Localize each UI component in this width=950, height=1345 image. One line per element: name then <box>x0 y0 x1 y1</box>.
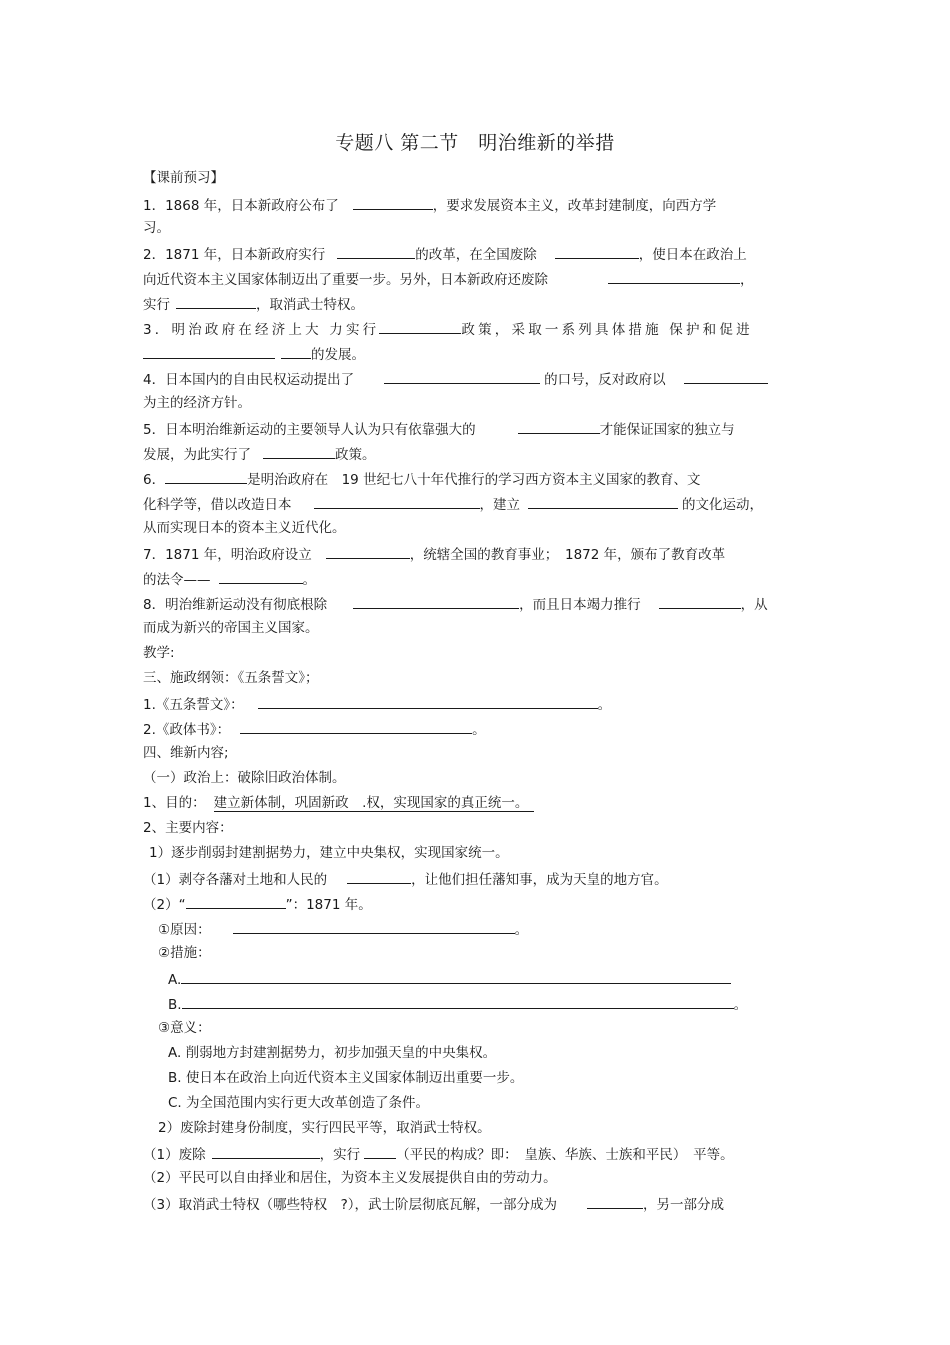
answer-blank[interactable] <box>353 195 433 210</box>
aim-underlined-text: 建立新体制，巩固新政 .权，实现国家的真正统一。 <box>214 795 535 812</box>
constitution-line: 2.《政体书》： 。 <box>143 719 486 739</box>
question-4-line-1: 4．日本国内的自由民权运动提出了 的口号，反对政府以 <box>143 369 768 389</box>
point-1-2: （2）“ ”：1871 年。 <box>143 894 372 914</box>
answer-blank[interactable] <box>518 419 600 434</box>
question-4-line-2: 为主的经济方针。 <box>143 395 251 411</box>
significance-c: C. 为全国范围内实行更大改革创造了条件。 <box>168 1095 430 1111</box>
question-2-line-2: 向近代资本主义国家体制迈出了重要一步。另外，日本新政府还废除 ， <box>143 269 754 289</box>
answer-blank[interactable] <box>143 344 275 359</box>
question-6-line-1: 6． 是明治政府在 19 世纪七八十年代推行的学习西方资本主义国家的教育、文 <box>143 469 701 489</box>
question-2-line-1: 2．1871 年，日本新政府实行 的改革，在全国废除 ，使日本在政治上 <box>143 244 747 264</box>
answer-blank[interactable] <box>353 594 519 609</box>
answer-blank[interactable] <box>528 494 678 509</box>
significance-a: A. 削弱地方封建割据势力，初步加强天皇的中央集权。 <box>168 1045 497 1061</box>
answer-blank[interactable] <box>182 994 734 1009</box>
answer-blank[interactable] <box>233 919 515 934</box>
point-1-heading: 1）逐步削弱封建割据势力，建立中央集权，实现国家统一。 <box>149 845 509 861</box>
teaching-label: 教学: <box>143 645 175 661</box>
main-content-heading: 2、主要内容： <box>143 820 233 836</box>
question-7-line-1: 7．1871 年，明治政府设立 ，统辖全国的教育事业； 1872 年，颁布了教育改革 <box>143 544 725 564</box>
answer-blank[interactable] <box>384 369 540 384</box>
answer-blank[interactable] <box>263 444 335 459</box>
political-heading: （一）政治上：破除旧政治体制。 <box>143 770 346 786</box>
answer-blank[interactable] <box>165 469 247 484</box>
answer-blank[interactable] <box>176 294 256 309</box>
answer-blank[interactable] <box>608 269 740 284</box>
answer-blank[interactable] <box>281 344 311 359</box>
answer-blank[interactable] <box>186 894 286 909</box>
preview-heading: 【课前预习】 <box>143 170 224 186</box>
answer-blank[interactable] <box>337 244 415 259</box>
answer-blank[interactable] <box>212 1144 320 1159</box>
page-title: 专题八 第二节 明治维新的举措 <box>335 132 615 154</box>
question-2-line-3: 实行 ，取消武士特权。 <box>143 294 364 314</box>
question-3-line-2: 的发展。 <box>143 344 365 364</box>
point-2-1: （1）废除 ，实行 （平民的构成？即： 皇族、华族、士族和平民） 平等。 <box>143 1144 734 1164</box>
answer-blank[interactable] <box>314 494 480 509</box>
answer-blank[interactable] <box>379 319 461 334</box>
question-7-line-2: 的法令—— 。 <box>143 569 316 589</box>
section-3-heading: 三、施政纲领：《五条誓文》； <box>143 670 319 686</box>
point-1-1: （1）剥夺各藩对土地和人民的 ，让他们担任藩知事，成为天皇的地方官。 <box>143 869 668 889</box>
question-8-line-1: 8．明治维新运动没有彻底根除 ，而且日本竭力推行 ，从 <box>143 594 768 614</box>
reason-line: ①原因： 。 <box>158 919 528 939</box>
significance-b: B. 使日本在政治上向近代资本主义国家体制迈出重要一步。 <box>168 1070 524 1086</box>
measure-a: A. <box>168 969 731 989</box>
answer-blank[interactable] <box>240 719 472 734</box>
point-2-3: （3）取消武士特权（哪些特权 ?），武士阶层彻底瓦解，一部分成为 ，另一部分成 <box>143 1194 724 1214</box>
measure-b: B. 。 <box>168 994 747 1014</box>
answer-blank[interactable] <box>258 694 598 709</box>
question-6-line-2: 化科学等，借以改造日本 ，建立 的文化运动， <box>143 494 763 514</box>
question-5-line-2: 发展，为此实行了 政策。 <box>143 444 376 464</box>
answer-blank[interactable] <box>659 594 741 609</box>
answer-blank[interactable] <box>326 544 410 559</box>
aim-line: 1、目的： 建立新体制，巩固新政 .权，实现国家的真正统一。 <box>143 794 534 812</box>
point-2-heading: 2）废除封建身份制度，实行四民平等，取消武士特权。 <box>158 1120 491 1136</box>
question-5-line-1: 5．日本明治维新运动的主要领导人认为只有依靠强大的 才能保证国家的独立与 <box>143 419 735 439</box>
answer-blank[interactable] <box>587 1194 643 1209</box>
section-4-heading: 四、维新内容; <box>143 745 229 761</box>
answer-blank[interactable] <box>364 1144 396 1159</box>
question-3-line-1: 3．明治政府在经济上大 力实行 政策，采取一系列具体措施 保护和促进 <box>143 319 753 339</box>
answer-blank[interactable] <box>555 244 639 259</box>
answer-blank[interactable] <box>347 869 411 884</box>
answer-blank[interactable] <box>219 569 303 584</box>
answer-blank[interactable] <box>684 369 768 384</box>
answer-blank[interactable] <box>181 969 731 984</box>
point-2-2: （2）平民可以自由择业和居住，为资本主义发展提供自由的劳动力。 <box>143 1170 557 1186</box>
measures-heading: ②措施： <box>158 945 211 961</box>
oath-line: 1.《五条誓文》： 。 <box>143 694 611 714</box>
significance-heading: ③意义： <box>158 1020 211 1036</box>
question-1-line-2: 习。 <box>143 220 170 236</box>
question-6-line-3: 从而实现日本的资本主义近代化。 <box>143 520 346 536</box>
question-1-line-1: 1．1868 年，日本新政府公布了 ，要求发展资本主义，改革封建制度，向西方学 <box>143 195 716 215</box>
question-8-line-2: 而成为新兴的帝国主义国家。 <box>143 620 319 636</box>
